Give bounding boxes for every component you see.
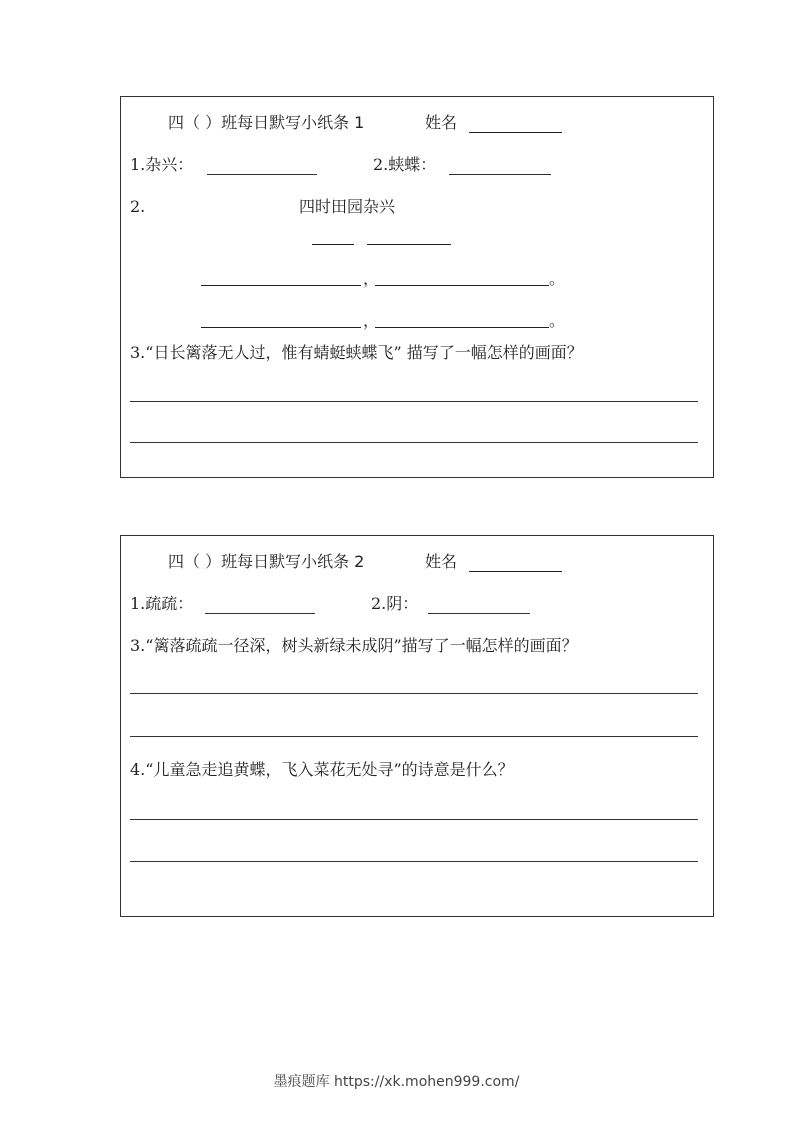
answer-line-4[interactable] (130, 861, 698, 862)
card-title: 四（ ）班每日默写小纸条 1 (168, 113, 365, 132)
question-2-blank[interactable] (449, 174, 551, 175)
question-2-blank[interactable] (428, 613, 530, 614)
question-3-number: 2. (130, 197, 146, 216)
name-blank[interactable] (469, 571, 562, 572)
answer-line-2[interactable] (130, 736, 698, 737)
poem-line-1-blank[interactable] (201, 285, 361, 286)
comma: ， (363, 311, 380, 330)
question-4-text: 3.“日长篱落无人过，惟有蜻蜓蛱蝶飞” 描写了一幅怎样的画面？ (130, 343, 583, 362)
period: 。 (549, 311, 566, 330)
poem-line-4-blank[interactable] (375, 327, 549, 328)
name-label: 姓名 (425, 113, 458, 132)
name-label: 姓名 (425, 552, 458, 571)
question-1-blank[interactable] (205, 613, 315, 614)
card-title: 四（ ）班每日默写小纸条 2 (168, 552, 365, 571)
question-2-label: 2.蛱蝶： (373, 155, 437, 174)
period: 。 (549, 269, 566, 288)
answer-line-2[interactable] (130, 442, 698, 443)
question-1-label: 1.疏疏： (130, 594, 194, 613)
footer-watermark: 墨痕题库 https://xk.mohen999.com/ (273, 1074, 520, 1090)
answer-line-3[interactable] (130, 819, 698, 820)
author-blank[interactable] (367, 244, 451, 245)
dictation-card-2 (120, 535, 714, 917)
question-1-blank[interactable] (207, 174, 317, 175)
poem-line-3-blank[interactable] (201, 327, 361, 328)
name-blank[interactable] (469, 132, 562, 133)
poem-line-2-blank[interactable] (375, 285, 549, 286)
question-4-text: 4.“儿童急走追黄蝶，飞入菜花无处寻”的诗意是什么？ (130, 760, 514, 779)
answer-line-1[interactable] (130, 401, 698, 402)
question-3-text: 3.“篱落疏疏一径深，树头新绿未成阴”描写了一幅怎样的画面？ (130, 636, 578, 655)
dictation-card-1 (120, 96, 714, 478)
comma: ， (363, 269, 380, 288)
question-1-label: 1.杂兴： (130, 155, 194, 174)
dynasty-blank[interactable] (312, 244, 354, 245)
poem-title: 四时田园杂兴 (299, 197, 396, 216)
question-2-label: 2.阴： (371, 594, 419, 613)
answer-line-1[interactable] (130, 693, 698, 694)
